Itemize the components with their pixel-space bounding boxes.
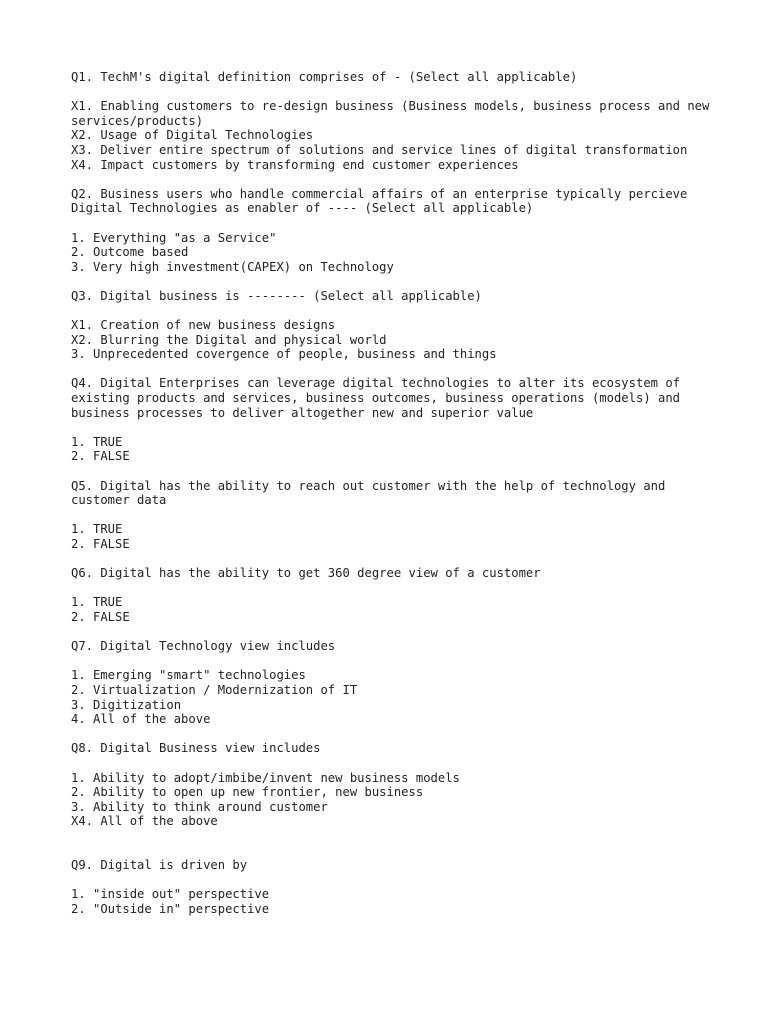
- question-text: Q9. Digital is driven by: [71, 858, 248, 873]
- option-list: [71, 595, 711, 624]
- option-list: [71, 435, 711, 464]
- option-list: [71, 231, 711, 275]
- option-item: X2. Blurring the Digital and physical world: [71, 332, 387, 347]
- question-text: Q4. Digital Enterprises can leverage digital technologies to alter its ecosystem of existing products and services, business outcomes, business operations (models) and business processes to deliver altogether new and superior value: [71, 376, 688, 420]
- option-item: X1. Enabling customers to re-design business (Business models, business process and new services/products): [71, 99, 717, 128]
- option-item: 3. Digitization: [71, 697, 182, 712]
- option-item: X4. All of the above: [71, 814, 218, 829]
- option-item: 1. TRUE: [71, 522, 123, 537]
- option-list: [71, 522, 711, 551]
- option-item: 2. Ability to open up new frontier, new business: [71, 785, 424, 800]
- option-item: 1. "inside out" perspective: [71, 887, 270, 902]
- option-item: 1. Everything "as a Service": [71, 230, 277, 245]
- document-page: [71, 70, 717, 931]
- option-item: 2. FALSE: [71, 609, 130, 624]
- option-item: 2. FALSE: [71, 537, 130, 551]
- question-text: Q5. Digital has the ability to reach out customer with the help of technology and customer data: [71, 478, 673, 508]
- option-item: 2. Virtualization / Modernization of IT: [71, 682, 358, 697]
- question-text: Q3. Digital business is -------- (Select all applicable): [71, 288, 482, 303]
- option-item: 1. Emerging "smart" technologies: [71, 668, 306, 683]
- option-item: 2. "Outside in" perspective: [71, 901, 270, 916]
- question-text: Q8. Digital Business view includes: [71, 741, 321, 756]
- option-item: 1. Ability to adopt/imbibe/invent new business models: [71, 770, 460, 785]
- option-item: 2. Outcome based: [71, 245, 189, 260]
- option-item: 3. Very high investment(CAPEX) on Technology: [71, 259, 394, 274]
- option-item: X3. Deliver entire spectrum of solutions and service lines of digital transformation: [71, 142, 688, 157]
- option-item: X1. Creation of new business designs: [71, 318, 336, 333]
- spacer: [71, 843, 711, 858]
- option-list: [71, 887, 711, 916]
- option-item: 2. FALSE: [71, 449, 130, 464]
- option-list: [71, 318, 711, 362]
- question-text: Q1. TechM's digital definition comprises of - (Select all applicable): [71, 70, 578, 84]
- question-text: Q6. Digital has the ability to get 360 degree view of a customer: [71, 566, 541, 581]
- option-list: [71, 771, 711, 829]
- option-list: [71, 99, 717, 172]
- question-text: Q2. Business users who handle commercial affairs of an enterprise typically percieve Digital Technologies as enabler of ---- (Select all applicable): [71, 186, 695, 216]
- option-item: 1. TRUE: [71, 595, 123, 610]
- option-item: 3. Ability to think around customer: [71, 799, 328, 814]
- option-item: 4. All of the above: [71, 712, 211, 727]
- option-item: 1. TRUE: [71, 434, 123, 449]
- option-item: X2. Usage of Digital Technologies: [71, 128, 314, 143]
- question-text: Q7. Digital Technology view includes: [71, 639, 336, 654]
- option-item: 3. Unprecedented covergence of people, business and things: [71, 347, 497, 362]
- option-item: X4. Impact customers by transforming end customer experiences: [71, 157, 519, 172]
- option-list: [71, 668, 711, 726]
